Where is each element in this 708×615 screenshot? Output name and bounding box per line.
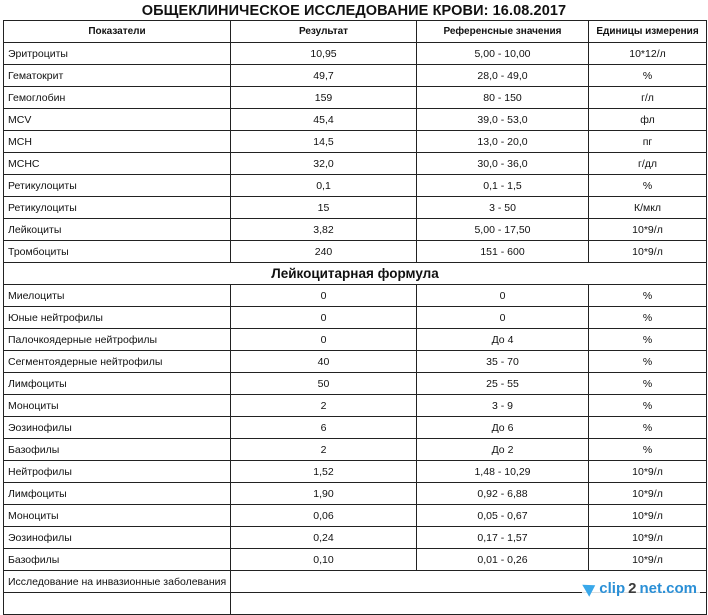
watermark xyxy=(582,578,700,598)
header-reference: Референсные значения xyxy=(417,21,589,43)
reference-range: 3 - 50 xyxy=(417,197,589,219)
reference-range: 0,92 - 6,88 xyxy=(417,483,589,505)
result-value: 0,10 xyxy=(231,549,417,571)
blood-test-table xyxy=(3,20,707,615)
unit-value: г/дл xyxy=(589,153,707,175)
parameter-name: MCH xyxy=(4,131,231,153)
table-row xyxy=(4,307,707,329)
parameter-name: MCHC xyxy=(4,153,231,175)
unit-value: % xyxy=(589,439,707,461)
result-value: 1,90 xyxy=(231,483,417,505)
table-row xyxy=(4,153,707,175)
parameter-name: Тромбоциты xyxy=(4,241,231,263)
reference-range: 28,0 - 49,0 xyxy=(417,65,589,87)
header-parameter: Показатели xyxy=(4,21,231,43)
result-value: 0,06 xyxy=(231,505,417,527)
result-value: 240 xyxy=(231,241,417,263)
unit-value: пг xyxy=(589,131,707,153)
parameter-name: Лимфоциты xyxy=(4,373,231,395)
watermark-text-2: 2 xyxy=(628,579,637,597)
result-value: 6 xyxy=(231,417,417,439)
table-row xyxy=(4,373,707,395)
reference-range: 5,00 - 10,00 xyxy=(417,43,589,65)
unit-value: 10*9/л xyxy=(589,483,707,505)
reference-range: До 6 xyxy=(417,417,589,439)
reference-range: 13,0 - 20,0 xyxy=(417,131,589,153)
reference-range: 5,00 - 17,50 xyxy=(417,219,589,241)
reference-range: До 4 xyxy=(417,329,589,351)
unit-value: % xyxy=(589,307,707,329)
parameter-name: Гемоглобин xyxy=(4,87,231,109)
table-row xyxy=(4,417,707,439)
parameter-name: Нейтрофилы xyxy=(4,461,231,483)
table-row xyxy=(4,351,707,373)
result-value: 3,82 xyxy=(231,219,417,241)
watermark-text-3: net.com xyxy=(639,579,697,597)
parameter-name: Юные нейтрофилы xyxy=(4,307,231,329)
result-value: 2 xyxy=(231,439,417,461)
unit-value: 10*9/л xyxy=(589,527,707,549)
section-title: Лейкоцитарная формула xyxy=(4,263,707,285)
parameter-name: Базофилы xyxy=(4,439,231,461)
table-row xyxy=(4,109,707,131)
table-row xyxy=(4,285,707,307)
formula-rows xyxy=(4,285,707,571)
result-value: 15 xyxy=(231,197,417,219)
result-value: 40 xyxy=(231,351,417,373)
table-row xyxy=(4,65,707,87)
result-value: 0 xyxy=(231,285,417,307)
parameter-name: Эозинофилы xyxy=(4,417,231,439)
result-value: 0 xyxy=(231,329,417,351)
section-row xyxy=(4,263,707,285)
unit-value: % xyxy=(589,373,707,395)
result-value: 0 xyxy=(231,307,417,329)
unit-value: % xyxy=(589,285,707,307)
parameter-name: Миелоциты xyxy=(4,285,231,307)
reference-range: 0 xyxy=(417,285,589,307)
unit-value: 10*9/л xyxy=(589,219,707,241)
parameter-name: Моноциты xyxy=(4,395,231,417)
parameter-name: Сегментоядерные нейтрофилы xyxy=(4,351,231,373)
result-value: 45,4 xyxy=(231,109,417,131)
unit-value: % xyxy=(589,65,707,87)
table-row xyxy=(4,241,707,263)
footer-row-2-label xyxy=(4,593,231,615)
table-row xyxy=(4,131,707,153)
reference-range: 0,1 - 1,5 xyxy=(417,175,589,197)
table-row xyxy=(4,549,707,571)
unit-value: 10*9/л xyxy=(589,461,707,483)
result-value: 50 xyxy=(231,373,417,395)
unit-value: 10*9/л xyxy=(589,549,707,571)
table-row xyxy=(4,461,707,483)
unit-value: % xyxy=(589,395,707,417)
result-value: 32,0 xyxy=(231,153,417,175)
parameter-name: Лимфоциты xyxy=(4,483,231,505)
result-value: 0,1 xyxy=(231,175,417,197)
unit-value: фл xyxy=(589,109,707,131)
unit-value: 10*9/л xyxy=(589,241,707,263)
reference-range: 35 - 70 xyxy=(417,351,589,373)
parameter-name: Моноциты xyxy=(4,505,231,527)
reference-range: 80 - 150 xyxy=(417,87,589,109)
unit-value: г/л xyxy=(589,87,707,109)
reference-range: 0,17 - 1,57 xyxy=(417,527,589,549)
parameter-name: Ретикулоциты xyxy=(4,197,231,219)
parameter-name: Базофилы xyxy=(4,549,231,571)
reference-range: 39,0 - 53,0 xyxy=(417,109,589,131)
page-title: ОБЩЕКЛИНИЧЕСКОЕ ИССЛЕДОВАНИЕ КРОВИ: 16.08.2017 xyxy=(141,3,567,19)
table-header-row xyxy=(4,21,707,43)
parameter-name: MCV xyxy=(4,109,231,131)
table-row xyxy=(4,527,707,549)
reference-range: 0,01 - 0,26 xyxy=(417,549,589,571)
table-row xyxy=(4,175,707,197)
parameter-name: Эритроциты xyxy=(4,43,231,65)
unit-value: 10*9/л xyxy=(589,505,707,527)
unit-value: % xyxy=(589,417,707,439)
result-value: 14,5 xyxy=(231,131,417,153)
unit-value: % xyxy=(589,175,707,197)
reference-range: 0 xyxy=(417,307,589,329)
table-row xyxy=(4,197,707,219)
unit-value: К/мкл xyxy=(589,197,707,219)
reference-range: 3 - 9 xyxy=(417,395,589,417)
result-value: 1,52 xyxy=(231,461,417,483)
footer-row-label: Исследование на инвазионные заболевания xyxy=(4,571,231,593)
watermark-arrow-icon xyxy=(583,579,600,597)
unit-value: % xyxy=(589,351,707,373)
reference-range: 151 - 600 xyxy=(417,241,589,263)
table-row xyxy=(4,395,707,417)
parameter-name: Палочкоядерные нейтрофилы xyxy=(4,329,231,351)
table-row xyxy=(4,219,707,241)
result-value: 0,24 xyxy=(231,527,417,549)
watermark-text-1: clip xyxy=(599,579,626,597)
table-row xyxy=(4,87,707,109)
reference-range: 25 - 55 xyxy=(417,373,589,395)
parameter-name: Лейкоциты xyxy=(4,219,231,241)
section-block xyxy=(4,263,707,285)
table-row xyxy=(4,329,707,351)
result-value: 49,7 xyxy=(231,65,417,87)
reference-range: 1,48 - 10,29 xyxy=(417,461,589,483)
header-units: Единицы измерения xyxy=(589,21,707,43)
parameter-name: Эозинофилы xyxy=(4,527,231,549)
reference-range: 30,0 - 36,0 xyxy=(417,153,589,175)
result-value: 2 xyxy=(231,395,417,417)
table-row xyxy=(4,483,707,505)
result-value: 159 xyxy=(231,87,417,109)
table-row xyxy=(4,439,707,461)
result-value: 10,95 xyxy=(231,43,417,65)
unit-value: % xyxy=(589,329,707,351)
reference-range: 0,05 - 0,67 xyxy=(417,505,589,527)
unit-value: 10*12/л xyxy=(589,43,707,65)
parameter-name: Ретикулоциты xyxy=(4,175,231,197)
header-result: Результат xyxy=(231,21,417,43)
reference-range: До 2 xyxy=(417,439,589,461)
parameter-name: Гематокрит xyxy=(4,65,231,87)
table-row xyxy=(4,43,707,65)
main-rows xyxy=(4,43,707,263)
table-row xyxy=(4,505,707,527)
